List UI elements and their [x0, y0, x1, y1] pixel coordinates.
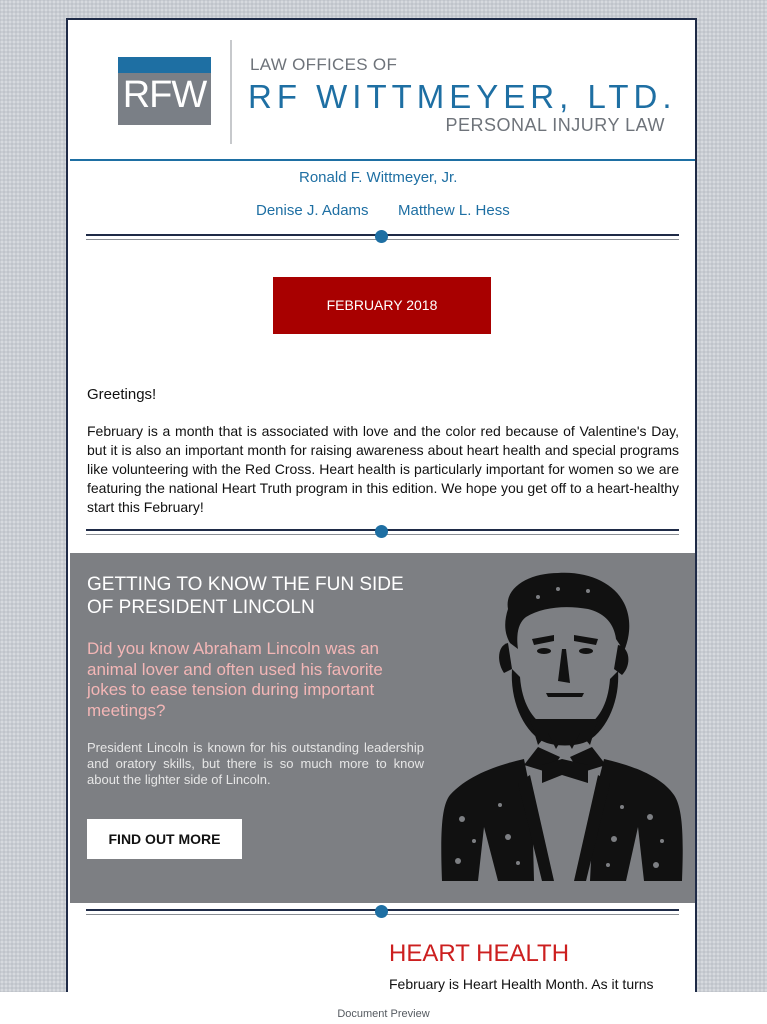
lincoln-feature: [70, 553, 697, 903]
document-preview-label: Document Preview: [337, 1008, 430, 1020]
firm-tagline: PERSONAL INJURY LAW: [445, 115, 665, 135]
greeting: Greetings!: [87, 386, 157, 403]
newsletter-document: [66, 18, 697, 1008]
section-divider: [86, 231, 679, 243]
logo-separator: [230, 40, 232, 144]
divider-dot: [375, 525, 388, 538]
feature-body: President Lincoln is known for his outstanding leadership and oratory skills, but there is so much more to know about the lighter side of Lincoln.: [87, 740, 424, 787]
firm-name: RF WITTMEYER, LTD.: [248, 78, 677, 115]
attorney-name: Denise J. Adams: [256, 202, 369, 219]
logo-band: [118, 57, 211, 73]
heart-health-title: HEART HEALTH: [389, 940, 570, 967]
lincoln-portrait: [438, 569, 684, 881]
find-out-more-button[interactable]: FIND OUT MORE: [87, 819, 242, 859]
feature-question: Did you know Abraham Lincoln was an animal lover and often used his favorite jokes to ease tension during important meetings?: [87, 639, 383, 720]
divider-dot: [375, 230, 388, 243]
firm-logo: [118, 57, 211, 125]
attorney-name: Ronald F. Wittmeyer, Jr.: [299, 169, 458, 186]
logo-letters: RFW: [122, 74, 207, 116]
header-rule: [70, 159, 695, 161]
heart-health-body: February is Heart Health Month. As it turns: [389, 976, 654, 992]
divider-dot: [375, 905, 388, 918]
feature-title: GETTING TO KNOW THE FUN SIDE OF PRESIDENT LINCOLN: [87, 574, 404, 618]
intro-paragraph: February is a month that is associated with love and the color red because of Valentine's Day, but it is also an important month for raising awareness about heart health and special programs like volunteering with the Red Cross. Heart health is particularly important for women so we are featuring the national Heart Truth program in this edition. We hope you get off to a heart-healthy start this February!: [87, 423, 679, 515]
firm-prefix: LAW OFFICES OF: [250, 55, 398, 74]
section-divider: [86, 526, 679, 538]
attorney-name: Matthew L. Hess: [398, 202, 510, 219]
issue-month-badge: FEBRUARY 2018: [273, 277, 491, 334]
section-divider: [86, 906, 679, 918]
